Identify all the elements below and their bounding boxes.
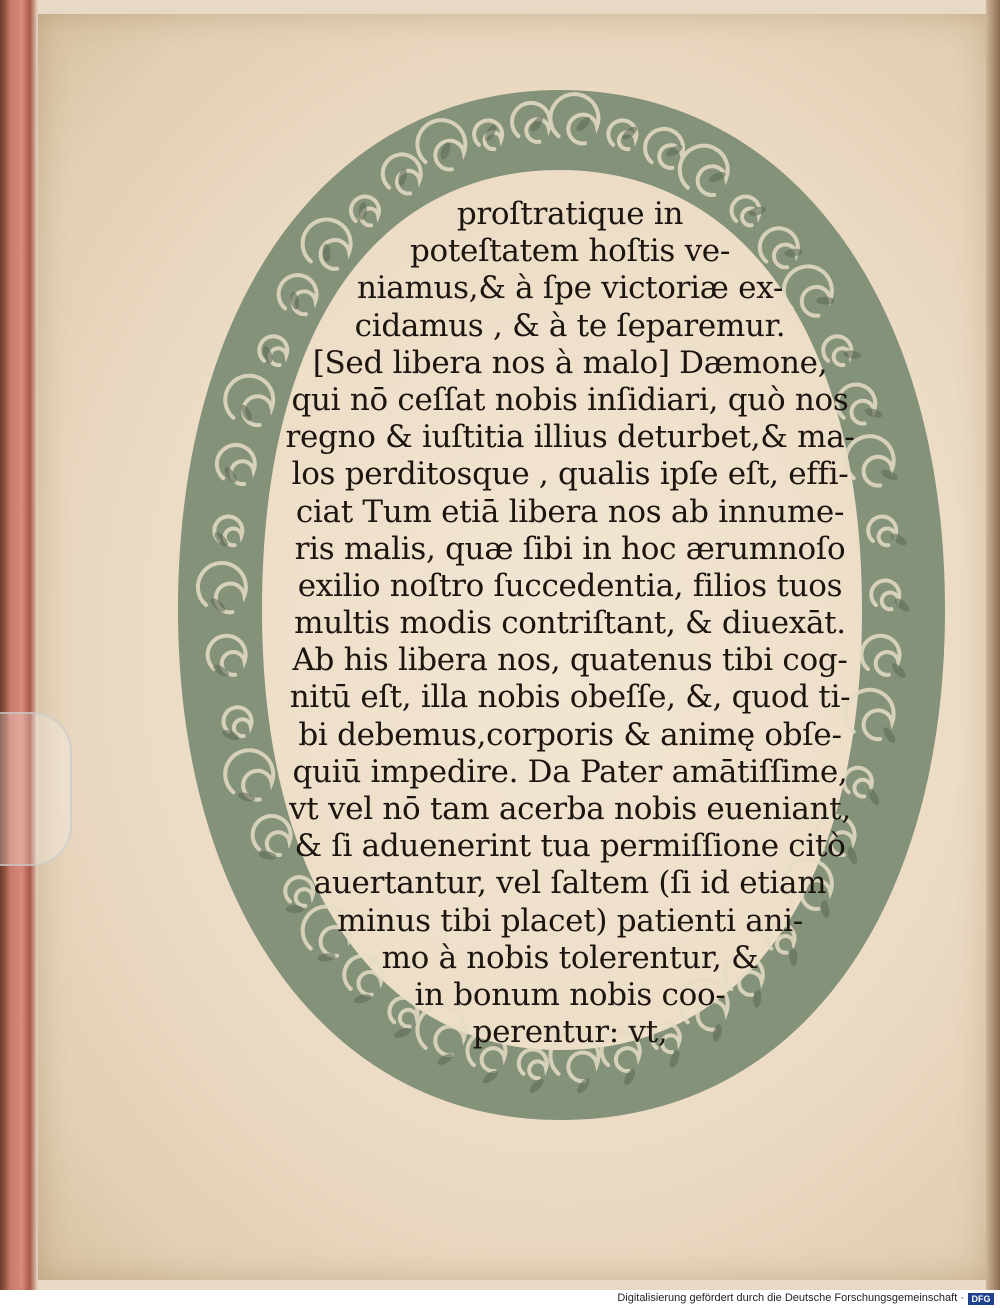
text-line: ris malis, quæ ſibi in hoc ærumnoſo bbox=[294, 530, 846, 567]
text-line: quiū impedire. Da Pater amātiſſime, bbox=[292, 753, 848, 790]
text-line: mo à nobis tolerentur, & bbox=[381, 939, 759, 976]
text-line: cidamus , & à te ſeparemur. bbox=[354, 307, 786, 344]
text-line: Ab his libera nos, quatenus tibi cog- bbox=[292, 642, 848, 679]
text-line: bi debemus,corporis & animę obſe- bbox=[298, 716, 842, 753]
dfg-logo-icon: DFG bbox=[968, 1293, 994, 1305]
text-line: [Sed libera nos à malo] Dæmone, bbox=[312, 344, 828, 381]
text-line: los perditosque , qualis ipſe eſt, effi- bbox=[291, 456, 849, 493]
text-line: niamus,& à ſpe victoriæ ex- bbox=[356, 270, 784, 307]
page-text bbox=[270, 196, 870, 1051]
text-line: minus tibi placet) patienti ani- bbox=[337, 902, 803, 939]
text-line: multis modis contriſtant, & diuexāt. bbox=[294, 605, 846, 642]
text-line: regno & iuſtitia illius deturbet,& ma- bbox=[285, 419, 855, 456]
text-line: vt vel nō tam acerba nobis eueniant, bbox=[289, 791, 851, 827]
text-line: poteſtatem hoſtis ve- bbox=[409, 233, 731, 270]
text-line: ciat Tum etiā libera nos ab innume- bbox=[295, 493, 845, 530]
text-line: proſtratique in bbox=[456, 196, 684, 232]
text-line: exilio noſtro ſuccedentia, filios tuos bbox=[297, 567, 843, 604]
text-line: nitū eſt, illa nobis obeſſe, &, quod ti- bbox=[289, 679, 851, 716]
text-line: qui nō ceſſat nobis inſidiari, quò nos bbox=[291, 381, 849, 418]
text-line: & ſi aduenerint tua permiſſione citò bbox=[294, 828, 846, 865]
text-line: auertantur, vel ſaltem (ſi id etiam bbox=[313, 865, 827, 902]
text-line: in bonum nobis coo- bbox=[414, 976, 726, 1013]
text-line: perentur: vt, bbox=[472, 1014, 668, 1051]
funding-credit: Digitalisierung gefördert durch die Deutsche Forschungsgemeinschaft · bbox=[617, 1292, 964, 1304]
